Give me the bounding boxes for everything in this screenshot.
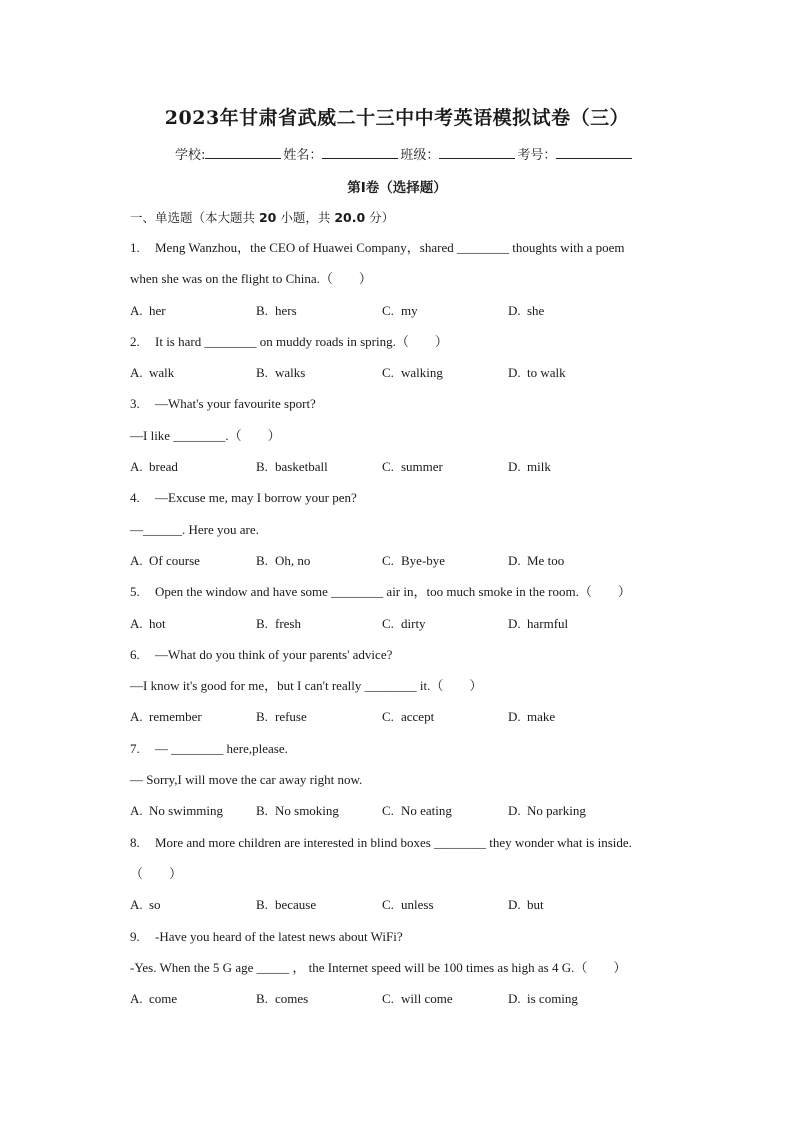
question-number: 4. [130, 490, 140, 506]
option-letter: A. [130, 365, 143, 381]
option-b[interactable] [256, 889, 382, 920]
option-text: hot [149, 615, 166, 631]
option-b[interactable] [256, 795, 382, 826]
question [130, 326, 690, 389]
option-text: Me too [527, 552, 565, 568]
option-a[interactable] [130, 357, 256, 388]
option-letter: C. [382, 459, 394, 475]
question-number: 5. [130, 584, 140, 600]
info-blank[interactable] [556, 146, 632, 159]
options-row [130, 701, 690, 732]
option-text: No swimming [149, 803, 224, 819]
question-stem [130, 326, 690, 357]
option-c[interactable] [382, 295, 508, 326]
option-d[interactable] [508, 889, 634, 920]
option-letter: C. [382, 615, 394, 631]
question-text: —What do you think of your parents' advice? [155, 646, 393, 662]
option-letter: A. [130, 897, 143, 913]
option-text: bread [149, 459, 178, 475]
option-text: she [527, 302, 545, 318]
option-text: accept [401, 709, 435, 725]
option-letter: A. [130, 709, 143, 725]
section-mid: 小题，共 [276, 210, 335, 225]
question-line [130, 420, 690, 451]
info-label: 班级： [400, 148, 440, 163]
option-letter: B. [256, 803, 268, 819]
question-number: 9. [130, 928, 140, 944]
option-text: walking [401, 365, 443, 381]
option-text: summer [401, 459, 443, 475]
info-label: 姓名： [283, 148, 323, 163]
option-text: unless [401, 897, 434, 913]
option-text: to walk [527, 365, 566, 381]
question-text: （ ） [130, 865, 183, 881]
question [130, 921, 690, 1015]
question-text: — Sorry,I will move the car away right now. [130, 772, 363, 788]
info-field [400, 144, 517, 163]
option-text: fresh [275, 615, 301, 631]
option-b[interactable] [256, 357, 382, 388]
option-letter: B. [256, 365, 268, 381]
option-a[interactable] [130, 608, 256, 639]
option-letter: D. [508, 459, 521, 475]
option-text: because [275, 897, 317, 913]
option-text: will come [401, 991, 453, 1007]
option-text: my [401, 302, 418, 318]
option-text: make [527, 709, 556, 725]
option-letter: A. [130, 459, 143, 475]
question-line [130, 514, 690, 545]
option-letter: D. [508, 991, 521, 1007]
option-a[interactable] [130, 983, 256, 1014]
option-text: No parking [527, 803, 586, 819]
option-text: is coming [527, 991, 578, 1007]
question-number: 6. [130, 646, 140, 662]
option-d[interactable] [508, 295, 634, 326]
exam-title: 2023年甘肃省武威二十三中中考英语模拟试卷（三） [164, 107, 630, 129]
info-label: 学校: [175, 148, 206, 163]
option-letter: C. [382, 709, 394, 725]
option-letter: A. [130, 991, 143, 1007]
option-text: basketball [275, 459, 328, 475]
option-letter: B. [256, 991, 268, 1007]
student-info-row [175, 144, 634, 163]
section-header [130, 208, 394, 226]
info-blank[interactable] [439, 146, 515, 159]
option-d[interactable] [508, 608, 634, 639]
option-text: Bye-bye [401, 552, 446, 568]
question-number: 7. [130, 740, 140, 756]
option-letter: A. [130, 302, 143, 318]
option-letter: B. [256, 459, 268, 475]
option-b[interactable] [256, 608, 382, 639]
option-c[interactable] [382, 795, 508, 826]
option-letter: C. [382, 365, 394, 381]
question-stem [130, 827, 690, 858]
info-blank[interactable] [205, 146, 281, 159]
section-suffix: 分） [365, 210, 395, 225]
option-letter: C. [382, 552, 394, 568]
question-stem [130, 639, 690, 670]
question-line [130, 670, 690, 701]
option-b[interactable] [256, 983, 382, 1014]
question-number: 1. [130, 240, 140, 255]
question [130, 827, 690, 921]
info-field [175, 144, 283, 163]
question-stem [130, 232, 690, 263]
question-text: Open the window and have some ________ air in，too much smoke in the room.（ ） [155, 584, 631, 600]
option-letter: C. [382, 897, 394, 913]
question-number: 8. [130, 834, 140, 850]
option-d[interactable] [508, 545, 634, 576]
question-text: —I like ________.（ ） [130, 427, 281, 443]
section-count: 20 [258, 210, 277, 225]
options-row [130, 357, 690, 388]
section-prefix: 一、单选题（本大题共 [130, 210, 259, 225]
question-stem [130, 388, 690, 419]
option-letter: D. [508, 552, 521, 568]
option-d[interactable] [508, 795, 634, 826]
option-a[interactable] [130, 701, 256, 732]
option-c[interactable] [382, 451, 508, 482]
question-text: Meng Wanzhou，the CEO of Huawei Company，shared ________ thoughts with a poem [155, 240, 625, 255]
option-letter: D. [508, 302, 521, 318]
section-score: 20.0 [334, 210, 366, 225]
option-b[interactable] [256, 295, 382, 326]
question-line [130, 764, 690, 795]
question-stem [130, 482, 690, 513]
question-text: —What's your favourite sport? [155, 396, 316, 412]
option-letter: B. [256, 709, 268, 725]
question [130, 639, 690, 733]
option-a[interactable] [130, 295, 256, 326]
question-text: —I know it's good for me，but I can't really ________ it.（ ） [130, 678, 483, 694]
option-text: Of course [149, 552, 200, 568]
option-text: milk [527, 459, 551, 475]
question [130, 576, 690, 639]
option-c[interactable] [382, 983, 508, 1014]
option-letter: D. [508, 803, 521, 819]
options-row [130, 983, 690, 1014]
option-text: come [149, 991, 178, 1007]
option-letter: C. [382, 803, 394, 819]
option-d[interactable] [508, 701, 634, 732]
option-letter: A. [130, 803, 143, 819]
options-row [130, 545, 690, 576]
question [130, 482, 690, 576]
info-field [283, 144, 400, 163]
option-a[interactable] [130, 451, 256, 482]
option-text: No smoking [275, 803, 339, 819]
question-list [130, 232, 690, 1014]
question [130, 232, 690, 326]
question-number: 3. [130, 396, 140, 412]
option-c[interactable] [382, 545, 508, 576]
option-letter: A. [130, 615, 143, 631]
option-letter: A. [130, 552, 143, 568]
option-b[interactable] [256, 701, 382, 732]
question-line [130, 952, 690, 983]
option-text: remember [149, 709, 202, 725]
option-letter: B. [256, 302, 268, 318]
option-text: No eating [401, 803, 452, 819]
option-a[interactable] [130, 545, 256, 576]
option-a[interactable] [130, 795, 256, 826]
option-text: walk [149, 365, 175, 381]
options-row [130, 795, 690, 826]
option-letter: D. [508, 897, 521, 913]
question-text: -Yes. When the 5 G age _____ ， the Internet speed will be 100 times as high as 4 G.（ ） [130, 959, 627, 975]
question-text: —______. Here you are. [130, 521, 259, 537]
options-row [130, 295, 690, 326]
question-text: More and more children are interested in blind boxes ________ they wonder what is inside. [155, 834, 632, 850]
option-letter: B. [256, 897, 268, 913]
option-text: dirty [401, 615, 426, 631]
option-letter: D. [508, 615, 521, 631]
options-row [130, 889, 690, 920]
option-letter: D. [508, 709, 521, 725]
question [130, 388, 690, 482]
info-field [517, 144, 634, 163]
info-blank[interactable] [322, 146, 398, 159]
option-text: walks [275, 365, 306, 381]
option-b[interactable] [256, 545, 382, 576]
part-title: 第Ⅰ卷（选择题） [347, 180, 447, 196]
option-d[interactable] [508, 357, 634, 388]
option-letter: B. [256, 552, 268, 568]
option-d[interactable] [508, 983, 634, 1014]
question-text: -Have you heard of the latest news about WiFi? [155, 928, 403, 944]
options-row [130, 608, 690, 639]
question-text: —Excuse me, may I borrow your pen? [155, 490, 357, 506]
option-text: so [149, 897, 161, 913]
option-d[interactable] [508, 451, 634, 482]
question-text: — ________ here,please. [155, 740, 288, 756]
option-text: her [149, 302, 166, 318]
option-text: harmful [527, 615, 569, 631]
option-letter: D. [508, 365, 521, 381]
question-number: 2. [130, 333, 140, 349]
question-text: when she was on the flight to China.（ ） [130, 271, 372, 287]
option-c[interactable] [382, 701, 508, 732]
question-stem [130, 733, 690, 764]
option-letter: C. [382, 991, 394, 1007]
option-text: hers [275, 302, 297, 318]
option-c[interactable] [382, 889, 508, 920]
question-stem [130, 921, 690, 952]
options-row [130, 451, 690, 482]
option-b[interactable] [256, 451, 382, 482]
question-text: It is hard ________ on muddy roads in spring.（ ） [155, 333, 448, 349]
option-letter: C. [382, 302, 394, 318]
option-c[interactable] [382, 357, 508, 388]
option-text: but [527, 897, 544, 913]
info-label: 考号： [517, 148, 557, 163]
option-letter: B. [256, 615, 268, 631]
option-text: refuse [275, 709, 307, 725]
option-text: comes [275, 991, 309, 1007]
question-line [130, 263, 690, 294]
option-text: Oh, no [275, 552, 311, 568]
option-a[interactable] [130, 889, 256, 920]
question-line [130, 858, 690, 889]
question [130, 733, 690, 827]
option-c[interactable] [382, 608, 508, 639]
question-stem [130, 576, 690, 607]
